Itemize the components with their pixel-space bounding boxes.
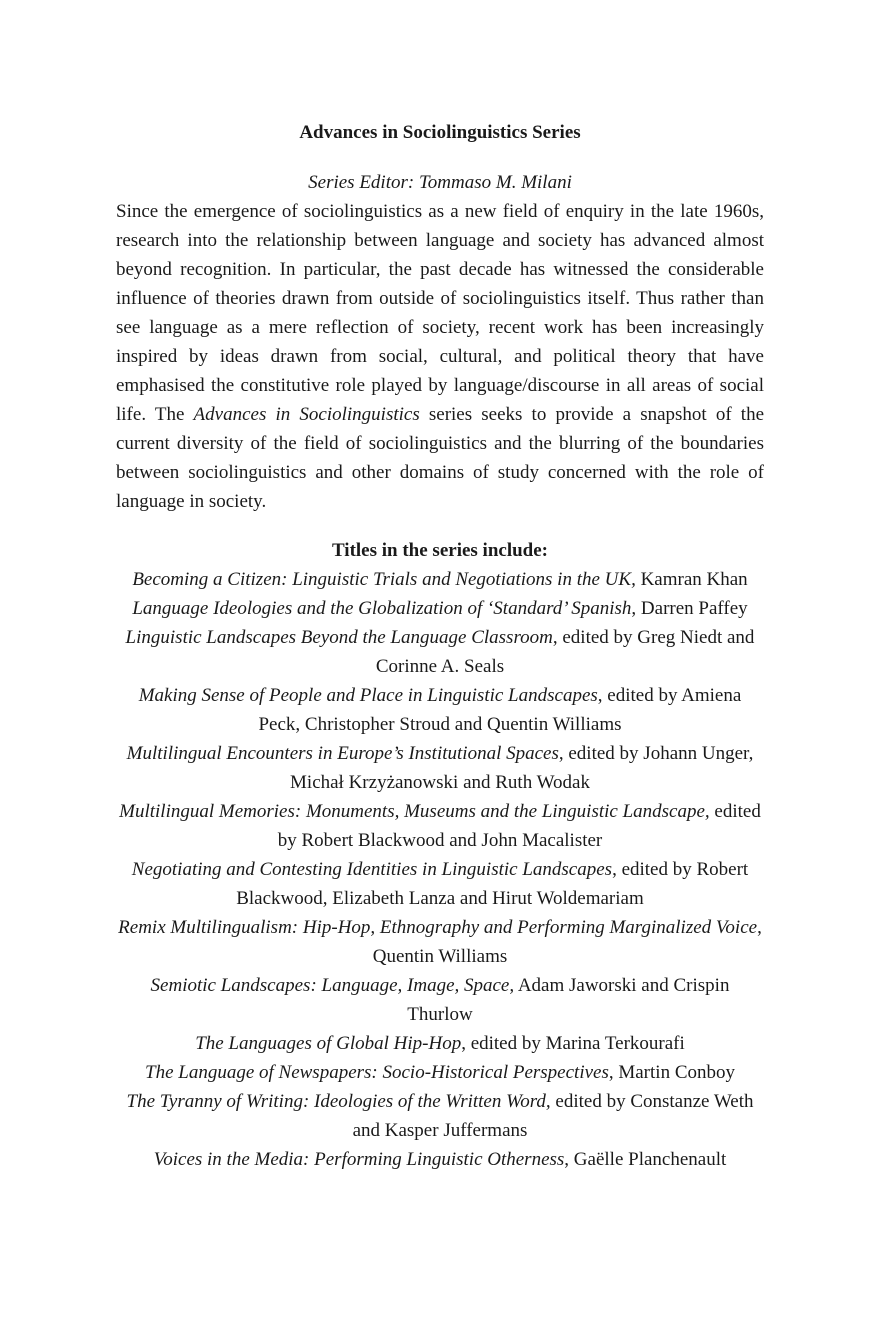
- book-credit: edited by Robert Blackwood and John Macalister: [277, 801, 761, 851]
- title-item: [116, 594, 764, 623]
- book-credit: Adam Jaworski and Crispin Thurlow: [407, 975, 730, 1025]
- title-item: [116, 855, 764, 913]
- title-item: [116, 1058, 764, 1087]
- title-item: [116, 1087, 764, 1145]
- book-title: Multilingual Encounters in Europe’s Institutional Spaces: [126, 743, 559, 764]
- book-title: Remix Multilingualism: Hip-Hop, Ethnography and Performing Marginalized Voice: [118, 917, 758, 938]
- book-title: The Language of Newspapers: Socio-Historical Perspectives: [145, 1062, 609, 1083]
- title-item: [116, 1029, 764, 1058]
- title-item: [116, 681, 764, 739]
- book-credit: , edited by Robert Blackwood, Elizabeth Lanza and Hirut Woldemariam: [236, 859, 749, 909]
- title-item: [116, 1145, 764, 1174]
- title-item: [116, 565, 764, 594]
- book-credit: , Darren Paffey: [631, 598, 748, 619]
- description-series-name: Advances in Sociolinguistics: [193, 404, 420, 425]
- title-item: [116, 971, 764, 1029]
- book-credit: , Martin Conboy: [608, 1062, 735, 1083]
- book-credit: Kamran Khan: [635, 569, 748, 590]
- title-item: [116, 797, 764, 855]
- book-credit: , Gaëlle Planchenault: [564, 1149, 727, 1170]
- book-title: Voices in the Media: Performing Linguistic Otherness: [153, 1149, 565, 1170]
- title-list: [116, 565, 764, 1174]
- book-credit: , edited by Johann Unger, Michał Krzyżanowski and Ruth Wodak: [290, 743, 754, 793]
- book-credit: , Quentin Williams: [372, 917, 762, 967]
- book-credit: , edited by Marina Terkourafi: [461, 1033, 685, 1054]
- book-title: The Languages of Global Hip-Hop: [195, 1033, 462, 1054]
- book-title: Semiotic Landscapes: Language, Image, Space,: [150, 975, 515, 996]
- description-part-2: series seeks to provide a snapshot of the current diversity of the field of sociolinguistics and the blurring of the boundaries between sociolinguistics and other domains of study concerned with the role of language in society.: [116, 404, 765, 512]
- book-title: Linguistic Landscapes Beyond the Language Classroom: [125, 627, 553, 648]
- book-title: Making Sense of People and Place in Linguistic Landscapes: [138, 685, 598, 706]
- titles-heading: Titles in the series include:: [331, 540, 549, 561]
- book-title: Becoming a Citizen: Linguistic Trials and Negotiations in the UK,: [132, 569, 636, 590]
- title-item: [116, 913, 764, 971]
- book-title: The Tyranny of Writing: Ideologies of the Written Word,: [126, 1091, 551, 1112]
- series-title: Advances in Sociolinguistics Series: [299, 122, 581, 143]
- book-credit: , edited by Greg Niedt and Corinne A. Seals: [375, 627, 755, 677]
- description-part-1: Since the emergence of sociolinguistics as a new field of enquiry in the late 1960s, research into the relationship between language and society has advanced almost beyond recognition. In particular, the past decade has witnessed the considerable influence of theories drawn from outside of sociolinguistics itself. Thus rather than see language as a mere reflection of society, recent work has been increasingly inspired by ideas drawn from social, cultural, and political theory that have emphasised the constitutive role played by language/discourse in all areas of social life. The: [116, 201, 764, 425]
- series-editor: Series Editor: Tommaso M. Milani: [308, 172, 572, 193]
- book-title: Multilingual Memories: Monuments, Museums and the Linguistic Landscape,: [119, 801, 710, 822]
- book-credit: , edited by Amiena Peck, Christopher Stroud and Quentin Williams: [258, 685, 742, 735]
- page-content: [116, 118, 764, 1174]
- title-item: [116, 623, 764, 681]
- series-description: [116, 197, 764, 516]
- book-title: Negotiating and Contesting Identities in Linguistic Landscapes: [131, 859, 613, 880]
- book-credit: edited by Constanze Weth and Kasper Juffermans: [352, 1091, 754, 1141]
- book-title: Language Ideologies and the Globalization of ‘Standard’ Spanish: [132, 598, 632, 619]
- title-item: [116, 739, 764, 797]
